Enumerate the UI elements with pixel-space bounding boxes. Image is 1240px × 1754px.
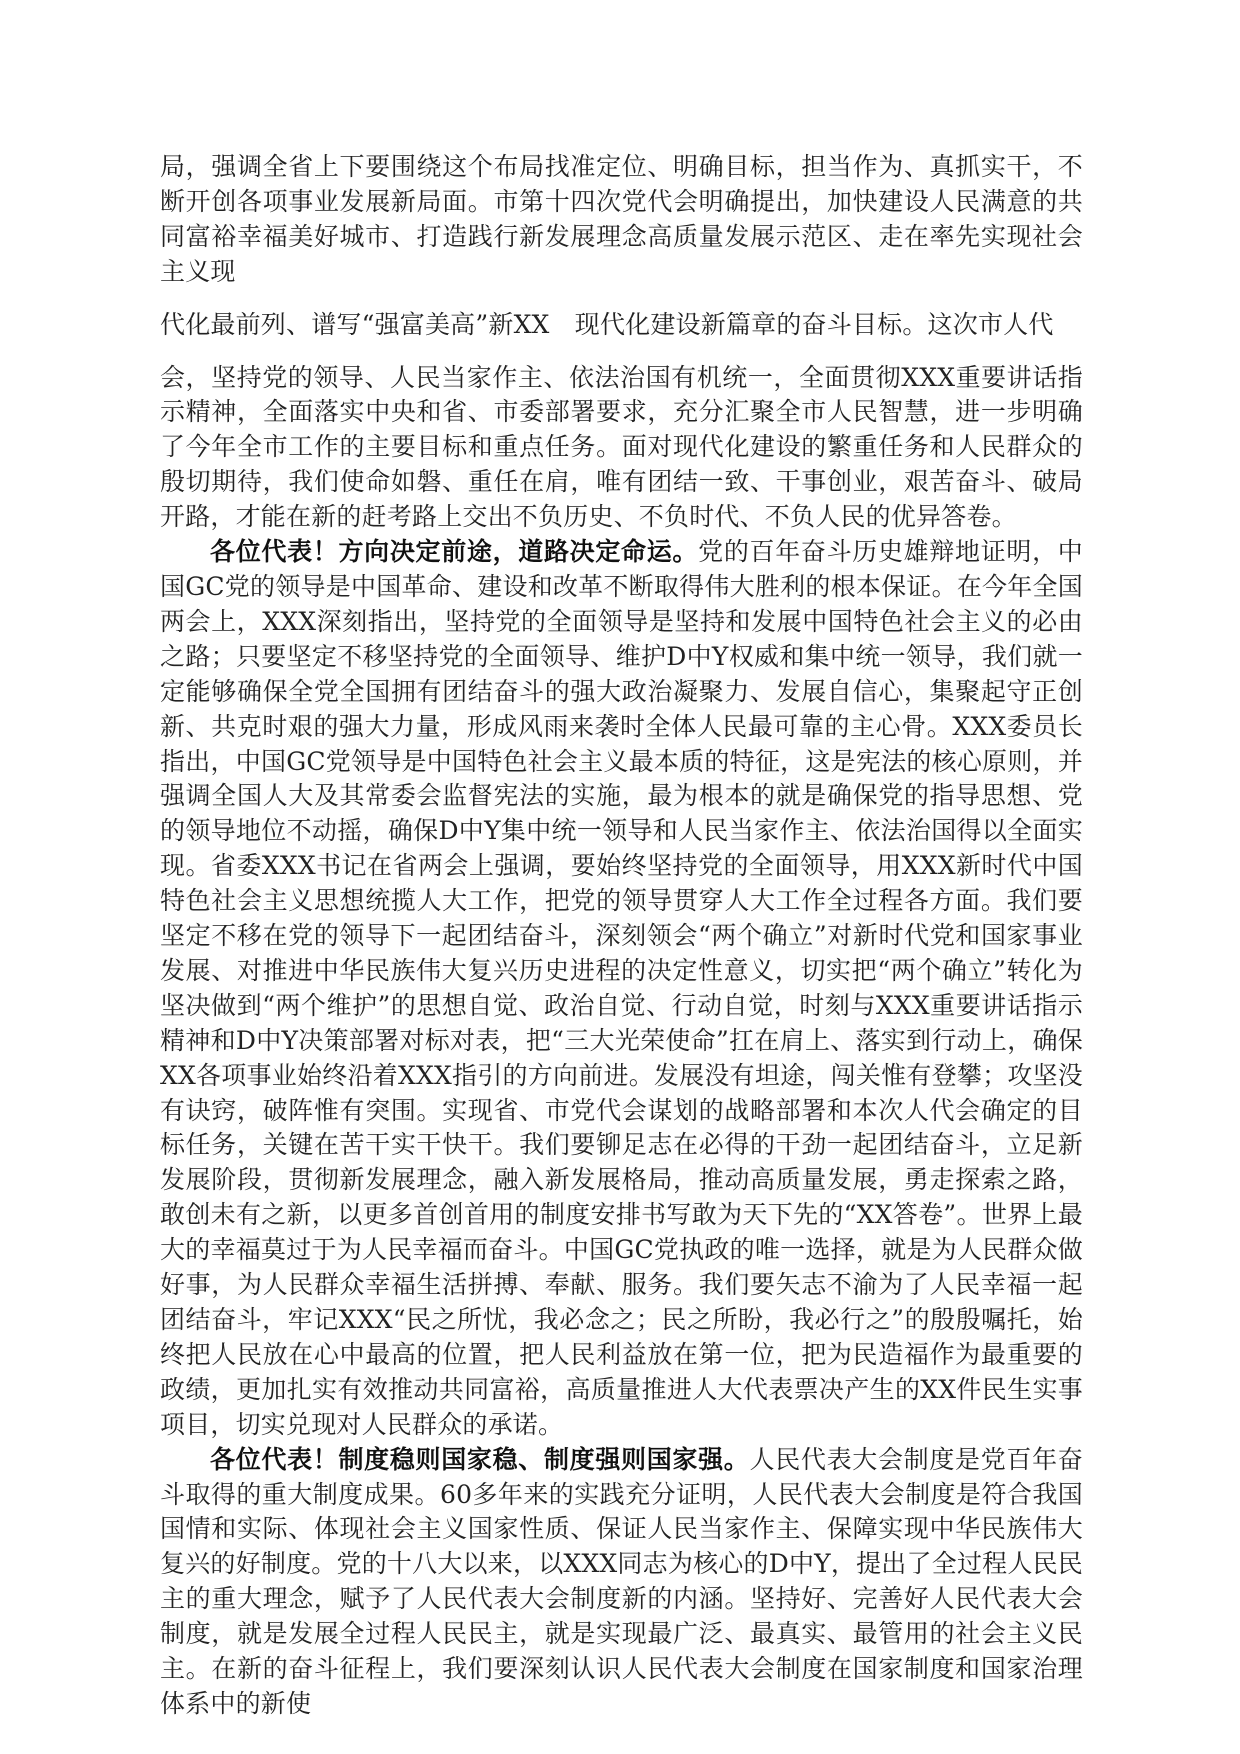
- paragraph-text: 局，强调全省上下要围绕这个布局找准定位、明确目标，担当作为、真抓实干，不断开创各项事业发展新局面。市第十四次党代会明确提出，加快建设人民满意的共同富裕幸福美好城市、打造践行新发展理念高质量发展示范区、走在率先实现社会主义现: [160, 152, 1083, 286]
- paragraph-text: 代化最前列、谱写“强富美高”新XX 现代化建设新篇章的奋斗目标。这次市人代: [160, 309, 1054, 339]
- paragraph-lead-heading: 各位代表！制度稳则国家稳、制度强则国家强。: [210, 1444, 750, 1474]
- paragraph-system: [160, 1443, 1083, 1722]
- paragraph-lead-heading: 各位代表！方向决定前途，道路决定命运。: [210, 537, 699, 567]
- paragraph-text: 党的百年奋斗历史雄辩地证明，中国GC党的领导是中国革命、建设和改革不断取得伟大胜利的根本保证。在今年全国两会上，XXX深刻指出，坚持党的全面领导是坚持和发展中国特色社会主义的必由之路；只要坚定不移坚持党的全面领导、维护D中Y权威和集中统一领导，我们就一定能够确保全党全国拥有团结奋斗的强大政治凝聚力、发展自信心，集聚起守正创新、共克时艰的强大力量，形成风雨来袭时全体人民最可靠的主心骨。XXX委员长指出，中国GC党领导是中国特色社会主义最本质的特征，这是宪法的核心原则，并强调全国人大及其常委会监督宪法的实施，最为根本的就是确保党的指导思想、党的领导地位不动摇，确保D中Y集中统一领导和人民当家作主、依法治国得以全面实现。省委XXX书记在省两会上强调，要始终坚持党的全面领导，用XXX新时代中国特色社会主义思想统揽人大工作，把党的领导贯穿人大工作全过程各方面。我们要坚定不移在党的领导下一起团结奋斗，深刻领会“两个确立”对新时代党和国家事业发展、对推进中华民族伟大复兴历史进程的决定性意义，切实把“两个确立”转化为坚决做到“两个维护”的思想自觉、政治自觉、行动自觉，时刻与XXX重要讲话指示精神和D中Y决策部署对标对表，把“三大光荣使命”扛在肩上、落实到行动上，确保XX各项事业始终沿着XXX指引的方向前进。发展没有坦途，闯关惟有登攀；攻坚没有诀窍，破阵惟有突围。实现省、市党代会谋划的战略部署和本次人代会确定的目标任务，关键在苦干实干快干。我们要铆足志在必得的干劲一起团结奋斗，立足新发展阶段，贯彻新发展理念，融入新发展格局，推动高质量发展，勇走探索之路，敢创未有之新，以更多首创首用的制度安排书写敢为天下先的“XX答卷”。世界上最大的幸福莫过于为人民幸福而奋斗。中国GC党执政的唯一选择，就是为人民群众做好事，为人民群众幸福生活拼搏、奉献、服务。我们要矢志不渝为了人民幸福一起团结奋斗，牢记XXX“民之所忧，我必念之；民之所盼，我必行之”的殷殷嘱托，始终把人民放在心中最高的位置，把人民利益放在第一位，把为民造福作为最重要的政绩，更加扎实有效推动共同富裕，高质量推进人大代表票决产生的XX件民生实事项目，切实兑现对人民群众的承诺。: [160, 537, 1083, 1439]
- paragraph-continuation-rest: [160, 361, 1083, 536]
- paragraph-continuation-line: [160, 308, 1083, 343]
- paragraph-text: 人民代表大会制度是党百年奋斗取得的重大制度成果。60多年来的实践充分证明，人民代表大会制度是符合我国国情和实际、体现社会主义国家性质、保证人民当家作主、保障实现中华民族伟大复兴的好制度。党的十八大以来，以XXX同志为核心的D中Y，提出了全过程人民民主的重大理念，赋予了人民代表大会制度新的内涵。坚持好、完善好人民代表大会制度，就是发展全过程人民民主，就是实现最广泛、最真实、最管用的社会主义民主。在新的奋斗征程上，我们要深刻认识人民代表大会制度在国家制度和国家治理体系中的新使: [160, 1444, 1084, 1718]
- document-body: [160, 150, 1083, 1722]
- paragraph-text: 会，坚持党的领导、人民当家作主、依法治国有机统一，全面贯彻XXX重要讲话指示精神，全面落实中央和省、市委部署要求，充分汇聚全市人民智慧，进一步明确了今年全市工作的主要目标和重点任务。面对现代化建设的繁重任务和人民群众的殷切期待，我们使命如磐、重任在肩，唯有团结一致、干事创业，艰苦奋斗、破局开路，才能在新的赶考路上交出不负历史、不负时代、不负人民的优异答卷。: [160, 362, 1083, 532]
- paragraph-continuation: [160, 150, 1083, 290]
- paragraph-direction: [160, 535, 1083, 1443]
